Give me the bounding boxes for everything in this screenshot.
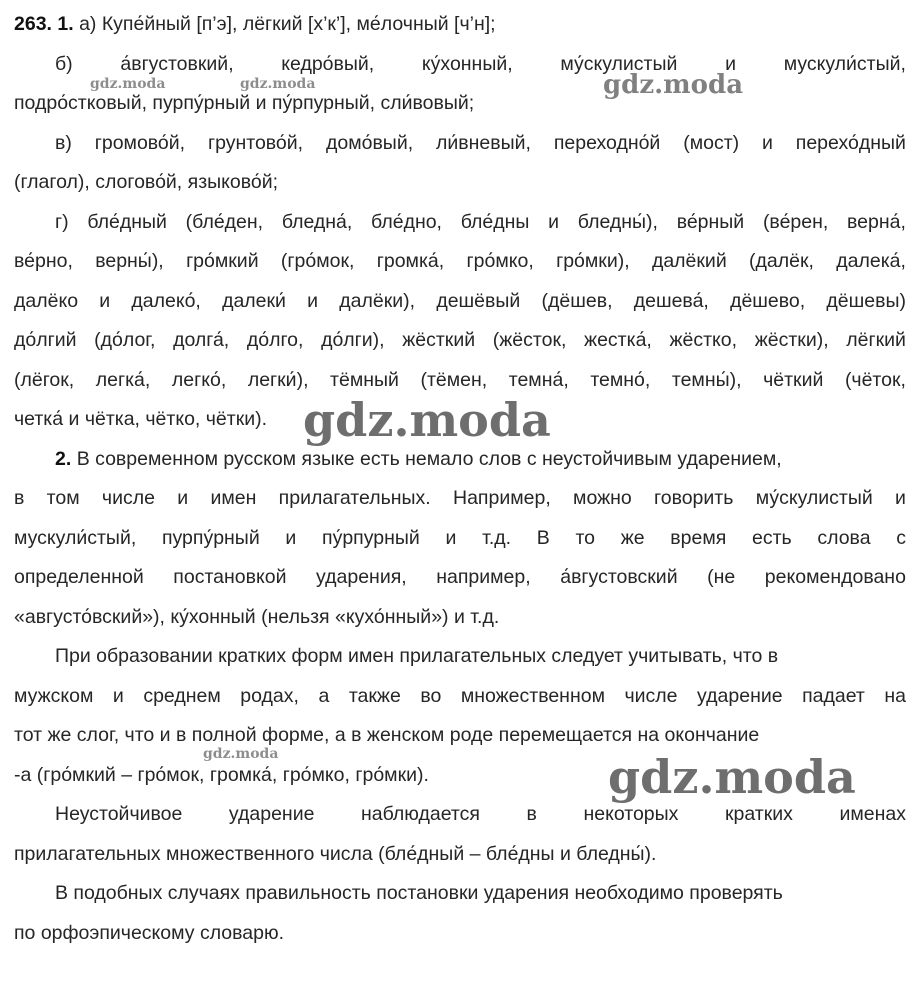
word: рекомендовано	[764, 566, 906, 588]
word: а́вгустовский	[560, 566, 678, 588]
word: постановкой	[173, 566, 287, 588]
line-19: тот же слог, что и в полной форме, а в женском роде перемещается на окончание	[14, 724, 760, 746]
word: громово́й,	[94, 132, 186, 154]
word: дёшевы)	[826, 290, 906, 312]
word: темно́,	[590, 369, 651, 391]
word: легки́),	[247, 369, 309, 391]
word: слова	[817, 527, 871, 549]
word: бле́дны	[460, 211, 530, 233]
word: и	[895, 487, 906, 509]
part1-label: 1.	[57, 13, 74, 35]
word: долга́,	[173, 329, 230, 351]
word: Например,	[453, 487, 551, 509]
word: ве́рный	[676, 211, 745, 233]
line-09	[14, 327, 906, 353]
line-24: по орфоэпическому словарю.	[14, 922, 285, 944]
word: а́вгустовкий,	[120, 53, 234, 75]
word: есть	[751, 527, 792, 549]
word: и	[725, 53, 736, 75]
watermark-small-2: gdz.moda	[240, 76, 316, 92]
line-05: (глагол), слогово́й, языково́й;	[14, 171, 279, 193]
word: домо́вый,	[325, 132, 414, 154]
word: ку́хонный,	[421, 53, 513, 75]
line-14	[14, 525, 906, 551]
word: кратких	[725, 803, 793, 825]
word: жёстки),	[754, 329, 829, 351]
word: и	[762, 132, 773, 154]
word: темны́),	[671, 369, 742, 391]
word: (до́лог,	[94, 329, 156, 351]
line-07	[14, 248, 906, 274]
word: переходно́й	[553, 132, 661, 154]
watermark-medium-1: gdz.moda	[603, 70, 744, 100]
line-17: При образовании кратких форм имен прилагательных следует учитывать, что в	[55, 645, 779, 667]
word: бле́дный	[87, 211, 167, 233]
line-22: прилагательных множественного числа (бле́дный – бле́дны и бледны́).	[14, 843, 657, 865]
line-21	[55, 801, 906, 827]
word: далеко́,	[131, 290, 201, 312]
word: верна́,	[847, 211, 906, 233]
word: мужском	[14, 685, 94, 707]
word: ве́рно,	[14, 250, 73, 272]
word: (лёгок,	[14, 369, 75, 391]
word: и	[99, 290, 111, 312]
line-12-text: В современном русском языке есть немало слов с неустойчивым ударением,	[76, 448, 782, 470]
word: т.д.	[482, 527, 512, 549]
word: и	[548, 211, 560, 233]
word: пурпу́рный	[161, 527, 260, 549]
word: до́лги),	[321, 329, 385, 351]
word: мускули́стый,	[14, 527, 137, 549]
word: далёки),	[339, 290, 416, 312]
word: а	[318, 685, 330, 707]
word: гро́мки),	[556, 250, 630, 272]
line-23: В подобных случаях правильность постановки ударения необходимо проверять	[55, 882, 783, 904]
part2-label: 2.	[55, 448, 72, 470]
word: г)	[55, 211, 69, 233]
word: (дёшев,	[541, 290, 613, 312]
line-06	[55, 209, 906, 235]
word: и	[307, 290, 319, 312]
line-18	[14, 683, 906, 709]
word: некоторых	[583, 803, 679, 825]
word: том	[46, 487, 80, 509]
watermark-small-1: gdz.moda	[90, 76, 166, 92]
line-16: «августо́вский»), ку́хонный (нельзя «кухо́нный») и т.д.	[14, 606, 500, 628]
word: грунтово́й,	[207, 132, 304, 154]
word: мускули́стый,	[783, 53, 906, 75]
word: (мост)	[683, 132, 740, 154]
line-20: -а (гро́мкий – гро́мок, громка́, гро́мко, гро́мки).	[14, 764, 429, 786]
word: му́скулистый	[560, 53, 678, 75]
word: также	[348, 685, 401, 707]
line-03: подро́стковый, пурпу́рный и пу́рпурный, сли́вовый;	[14, 92, 475, 114]
line-08	[14, 288, 906, 314]
word: ли́вневый,	[436, 132, 531, 154]
word: жестка́,	[584, 329, 652, 351]
word: родах,	[240, 685, 299, 707]
word: во	[420, 685, 442, 707]
word: прилагательных.	[278, 487, 431, 509]
word: далека́,	[836, 250, 906, 272]
word: числе	[624, 685, 678, 707]
watermark-large-1: gdz.moda	[303, 393, 551, 447]
line-01-text: а) Купе́йный [п’э], лёгкий [х’к’], ме́лочный [ч’н];	[79, 13, 496, 35]
word: (ве́рен,	[762, 211, 829, 233]
word: кедро́вый,	[281, 53, 375, 75]
word: имен	[210, 487, 257, 509]
word: именах	[839, 803, 906, 825]
word: гро́мко,	[466, 250, 534, 272]
word: среднем	[143, 685, 221, 707]
word: (гро́мок,	[280, 250, 355, 272]
line-02	[55, 51, 906, 77]
word: бле́дно,	[371, 211, 442, 233]
word: чёткий	[763, 369, 824, 391]
word: далёкий	[651, 250, 727, 272]
word: до́лгий	[14, 329, 77, 351]
word: то	[575, 527, 596, 549]
word: бледна́,	[281, 211, 353, 233]
word: перехо́дный	[795, 132, 906, 154]
word: легка́,	[95, 369, 151, 391]
word: далёко	[14, 290, 79, 312]
word: верны́),	[95, 250, 164, 272]
exercise-number: 263.	[14, 13, 52, 35]
word: числе	[101, 487, 155, 509]
line-13	[14, 485, 906, 511]
word: жёстко,	[669, 329, 738, 351]
word: (далёк,	[749, 250, 814, 272]
line-04	[55, 130, 906, 156]
word: в)	[55, 132, 72, 154]
word: б)	[55, 53, 73, 75]
word: Неустойчивое	[55, 803, 183, 825]
word: с	[896, 527, 906, 549]
word: (тёмен,	[420, 369, 488, 391]
word: пу́рпурный	[322, 527, 420, 549]
word: лёгкий	[846, 329, 906, 351]
word: в	[526, 803, 537, 825]
word: (не	[707, 566, 736, 588]
word: дешева́,	[633, 290, 709, 312]
part2-first-line	[55, 446, 782, 472]
word: дёшево,	[730, 290, 806, 312]
word: в	[14, 487, 25, 509]
word: наблюдается	[361, 803, 480, 825]
word: например,	[436, 566, 531, 588]
word: до́лго,	[246, 329, 304, 351]
word: (чёток,	[844, 369, 906, 391]
word: бледны́),	[577, 211, 658, 233]
word: далеки́	[222, 290, 286, 312]
word: му́скулистый	[755, 487, 873, 509]
word: же	[620, 527, 645, 549]
word: (бле́ден,	[185, 211, 264, 233]
word: легко́,	[171, 369, 227, 391]
word: множественном	[460, 685, 605, 707]
word: ударение	[228, 803, 315, 825]
word: В	[536, 527, 550, 549]
word: гро́мкий	[186, 250, 259, 272]
line-11: четка́ и чётка, чётко, чётки).	[14, 408, 268, 430]
word: громка́,	[376, 250, 445, 272]
watermark-small-3: gdz.moda	[203, 746, 279, 762]
word: падает	[802, 685, 865, 707]
word: и	[112, 685, 124, 707]
word: и	[285, 527, 297, 549]
word: ударения,	[316, 566, 407, 588]
word: и	[445, 527, 457, 549]
word: время	[670, 527, 727, 549]
word: на	[884, 685, 906, 707]
line-10	[14, 367, 906, 393]
word: тёмный	[330, 369, 399, 391]
watermark-large-2: gdz.moda	[608, 750, 856, 804]
word: можно	[573, 487, 632, 509]
word: жёсткий	[402, 329, 476, 351]
word: говорить	[654, 487, 734, 509]
word: и	[177, 487, 189, 509]
word: определенной	[14, 566, 144, 588]
word: дешёвый	[436, 290, 521, 312]
word: темна́,	[508, 369, 569, 391]
word: (жёсток,	[492, 329, 567, 351]
word: ударение	[697, 685, 783, 707]
exercise-header-line	[14, 11, 496, 37]
line-15	[14, 564, 906, 590]
